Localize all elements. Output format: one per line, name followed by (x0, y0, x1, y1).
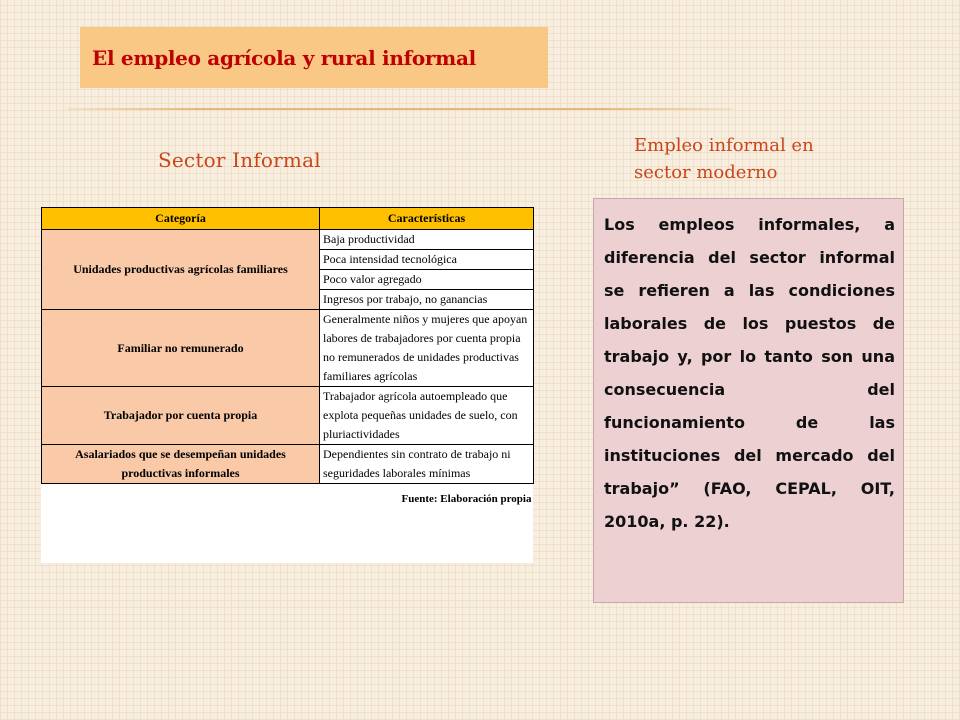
category-cell: Trabajador por cuenta propia (42, 387, 320, 445)
title-box (80, 27, 548, 88)
title-divider (68, 108, 732, 110)
characteristic-cell: Poco valor agregado (320, 270, 534, 290)
quote-box (593, 198, 904, 603)
table-row (42, 230, 534, 250)
table-header-row (42, 208, 534, 230)
characteristic-cell: Dependientes sin contrato de trabajo ni seguridades laborales mínimas (320, 445, 534, 484)
sector-informal-heading: Sector Informal (158, 148, 321, 172)
table-source: Fuente: Elaboración propia (401, 493, 532, 505)
modern-sector-heading: Empleo informal en sector moderno (634, 135, 814, 183)
table-source-row (42, 484, 534, 510)
slide-title: El empleo agrícola y rural informal (92, 45, 476, 70)
characteristic-cell: Trabajador agrícola autoempleado que explota pequeñas unidades de suelo, con pluriactividades (320, 387, 534, 445)
table-row (42, 387, 534, 445)
table-header-characteristics: Características (320, 208, 534, 230)
informal-sector-table (41, 207, 533, 563)
table-row (42, 445, 534, 484)
table-header-category: Categoría (42, 208, 320, 230)
characteristic-cell: Baja productividad (320, 230, 534, 250)
table-row (42, 310, 534, 387)
category-cell: Asalariados que se desempeñan unidades productivas informales (42, 445, 320, 484)
characteristic-cell: Poca intensidad tecnológica (320, 250, 534, 270)
category-cell: Familiar no remunerado (42, 310, 320, 387)
quote-text: Los empleos informales, a diferencia del sector informal se refieren a las condiciones laborales de los puestos de trabajo y, por lo tanto son una consecuencia del funcionamiento de las instituciones del mercado del trabajo” (FAO, CEPAL, OIT, 2010a, p. 22). (604, 215, 895, 531)
characteristic-cell: Ingresos por trabajo, no ganancias (320, 290, 534, 310)
category-cell: Unidades productivas agrícolas familiares (42, 230, 320, 310)
characteristic-cell: Generalmente niños y mujeres que apoyan labores de trabajadores por cuenta propia no remunerados de unidades productivas familiares agrícolas (320, 310, 534, 387)
